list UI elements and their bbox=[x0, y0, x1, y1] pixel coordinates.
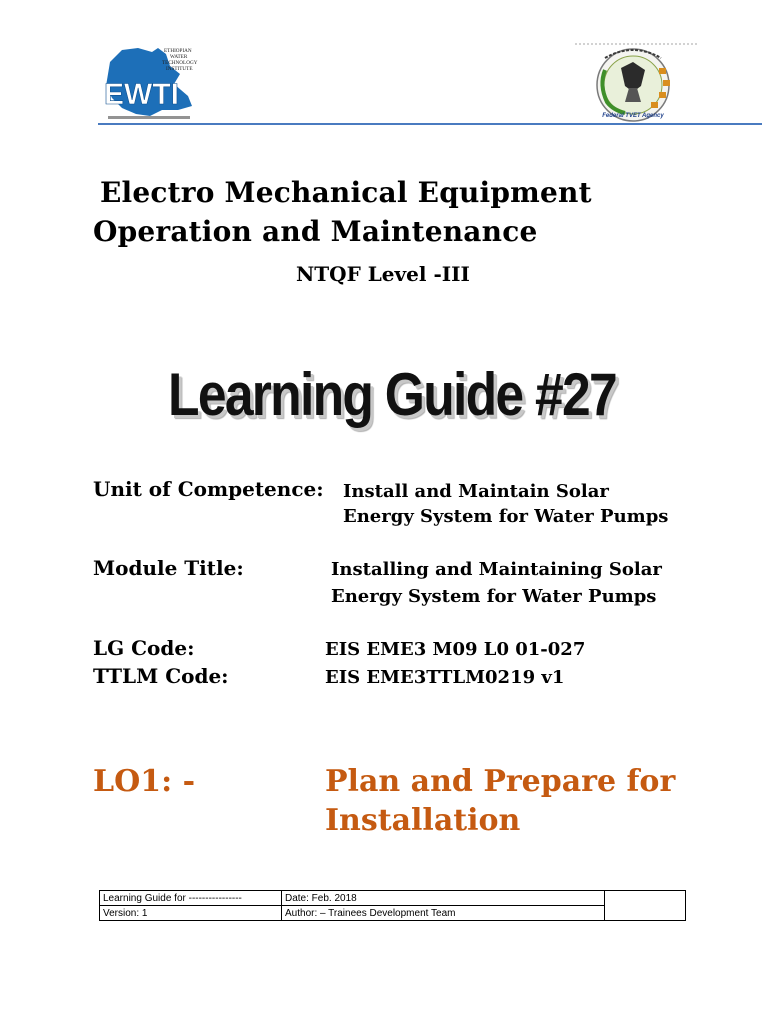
ewti-caption-line-4: INSTITUTE bbox=[166, 66, 193, 72]
header-rule bbox=[98, 123, 762, 125]
document-title-line-1: Electro Mechanical Equipment bbox=[100, 176, 592, 209]
unit-of-competence-label: Unit of Competence: bbox=[93, 477, 324, 501]
learning-outcome-label: LO1: - bbox=[93, 764, 196, 799]
footer-row-2 bbox=[100, 906, 686, 921]
footer-date-cell: Date: Feb. 2018 bbox=[282, 891, 605, 906]
ewti-amharic-tagline-stroke bbox=[108, 116, 190, 119]
module-title-value-line-1: Installing and Maintaining Solar bbox=[331, 559, 662, 580]
seal-caption: Federal TVET Agency bbox=[602, 113, 664, 119]
ewti-logo bbox=[100, 44, 200, 124]
module-title-value-line-2: Energy System for Water Pumps bbox=[331, 586, 657, 607]
footer-info-table bbox=[99, 890, 686, 921]
unit-of-competence-value-line-2: Energy System for Water Pumps bbox=[343, 506, 669, 527]
ttlm-code-value: EIS EME3TTLM0219 v1 bbox=[325, 667, 565, 688]
footer-page-cell bbox=[605, 891, 686, 921]
lg-code-value: EIS EME3 M09 L0 01-027 bbox=[325, 639, 586, 660]
federal-tvet-agency-seal bbox=[575, 40, 697, 125]
ewti-caption-line-1: ETHIOPIAN bbox=[164, 48, 192, 54]
ewti-caption-line-3: TECHNOLOGY bbox=[162, 60, 198, 66]
unit-of-competence-value-line-1: Install and Maintain Solar bbox=[343, 481, 609, 502]
footer-author-cell: Author: – Trainees Development Team bbox=[282, 906, 605, 921]
module-title-label: Module Title: bbox=[93, 556, 244, 580]
ntqf-level: NTQF Level -III bbox=[296, 262, 470, 286]
footer-learning-guide-cell: Learning Guide for ---------------- bbox=[100, 891, 282, 906]
document-title-line-2: Operation and Maintenance bbox=[93, 215, 538, 248]
learning-guide-heading: Learning Guide #27 bbox=[168, 361, 616, 428]
lg-code-label: LG Code: bbox=[93, 636, 195, 660]
ewti-caption-line-2: WATER bbox=[170, 54, 188, 60]
learning-outcome-title-line-2: Installation bbox=[325, 803, 521, 838]
learning-outcome-title-line-1: Plan and Prepare for bbox=[325, 764, 676, 799]
footer-version-cell: Version: 1 bbox=[100, 906, 282, 921]
footer-row-1 bbox=[100, 891, 686, 906]
ttlm-code-label: TTLM Code: bbox=[93, 664, 229, 688]
ewti-logo-text: EWTI bbox=[104, 78, 179, 111]
